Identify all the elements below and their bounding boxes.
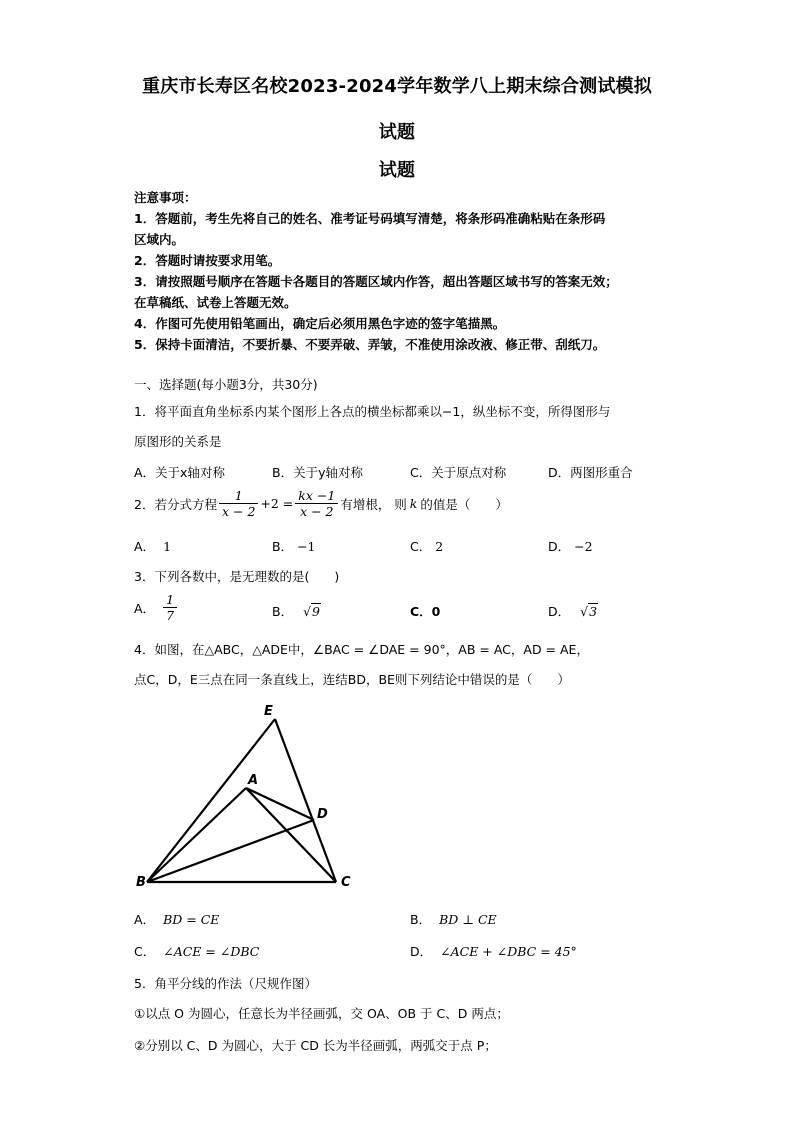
section-heading: 一、选择题(每小题3分，共30分) bbox=[134, 377, 318, 392]
q4-option-c: C． ∠ACE = ∠DBC bbox=[134, 944, 260, 959]
q2-frac2-numerator: kx −1 bbox=[298, 488, 336, 503]
label-D: D bbox=[317, 807, 328, 822]
q2-frac1-numerator: 1 bbox=[234, 488, 243, 503]
q1-stem-continued: 原图形的关系是 bbox=[134, 434, 222, 449]
q1-option-c: C．关于原点对称 bbox=[410, 465, 507, 480]
q5-stem: 5．角平分线的作法（尺规作图） bbox=[134, 976, 317, 991]
q2-suffix2: 的值是（ ） bbox=[420, 496, 508, 512]
q4-option-d: D． ∠ACE + ∠DBC = 45° bbox=[410, 944, 577, 959]
notice-item: 在草稿纸、试卷上答题无效。 bbox=[134, 295, 297, 310]
q2-frac2-denominator: x − 2 bbox=[295, 503, 338, 519]
q2-suffix: 有增根， 则 bbox=[340, 496, 407, 512]
q2-fraction-2 bbox=[295, 488, 338, 519]
q3-b-radicand: 9 bbox=[312, 604, 320, 619]
q3-d-radicand: 3 bbox=[589, 604, 598, 619]
notice-item: 4．作图可先使用铅笔画出，确定后必须用黑色字迹的签字笔描黑。 bbox=[134, 316, 506, 331]
q4-option-b: B． BD ⊥ CE bbox=[410, 912, 497, 927]
q2-option-d: D． −2 bbox=[548, 539, 593, 554]
q1-option-d: D．两图形重合 bbox=[548, 465, 633, 480]
q1-stem: 1．将平面直角坐标系内某个图形上各点的横坐标都乘以−1，纵坐标不变，所得图形与 bbox=[134, 404, 611, 419]
page-title: 重庆市长寿区名校2023-2024学年数学八上期末综合测试模拟 bbox=[142, 76, 652, 97]
q4-option-a: A． BD = CE bbox=[134, 912, 220, 927]
notice-item: 3．请按照题号顺序在答题卡各题目的答题区域内作答，超出答题区域书写的答案无效； bbox=[134, 274, 618, 289]
q4-stem: 4．如图，在△ABC，△ADE中，∠BAC = ∠DAE = 90°，AB = AC，AD = AE， bbox=[134, 642, 589, 657]
notice-item: 1．答题前，考生先将自己的姓名、准考证号码填写清楚，将条形码准确粘贴在条形码 bbox=[134, 211, 606, 226]
geometry-figure bbox=[130, 696, 360, 896]
q2-frac1-denominator: x − 2 bbox=[219, 503, 258, 519]
q5-step-2: ②分别以 C、D 为圆心，大于 CD 长为半径画弧，两弧交于点 P； bbox=[134, 1038, 497, 1053]
q2-fraction-1 bbox=[219, 488, 258, 519]
segment-EC bbox=[275, 719, 336, 882]
q2-variable: k bbox=[409, 496, 418, 511]
label-E: E bbox=[264, 704, 273, 719]
label-B: B bbox=[136, 875, 146, 890]
label-C: C bbox=[341, 875, 351, 890]
q1-option-b: B．关于y轴对称 bbox=[272, 465, 363, 480]
q5-step-1: ①以点 O 为圆心，任意长为半径画弧，交 OA、OB 于 C、D 两点； bbox=[134, 1006, 509, 1021]
q3-option-d: D． √3 bbox=[548, 604, 598, 619]
notice-item: 5．保持卡面清洁，不要折暴、不要弄破、弄皱，不准使用涂改液、修正带、刮纸刀。 bbox=[134, 337, 606, 352]
q3-option-a: A． $\frac{1}{7}$ bbox=[134, 592, 179, 623]
notice-heading: 注意事项： bbox=[134, 190, 197, 205]
segment-AD bbox=[246, 788, 314, 820]
q2-stem bbox=[134, 488, 508, 519]
segment-AB bbox=[147, 788, 246, 882]
page-title-continued: 试题 bbox=[378, 122, 416, 143]
notice-item: 区域内。 bbox=[134, 232, 185, 247]
q4-stem-continued: 点C，D，E三点在同一条直线上，连结BD，BE则下列结论中错误的是（ ） bbox=[134, 672, 570, 687]
q2-option-c: C． 2 bbox=[410, 539, 444, 554]
q3-fraction: $\frac{1}{7}$ bbox=[163, 592, 177, 623]
q2-plus: +2 = bbox=[260, 496, 294, 511]
q2-option-a: A． 1 bbox=[134, 539, 172, 554]
q3-option-b: B． √9 bbox=[272, 604, 320, 619]
q3-stem: 3．下列各数中，是无理数的是( ) bbox=[134, 569, 340, 584]
q3-option-c: C．0 bbox=[410, 604, 441, 619]
notice-item: 2．答题时请按要求用笔。 bbox=[134, 253, 281, 268]
page-subtitle: 试题 bbox=[378, 160, 416, 181]
q2-option-b: B． −1 bbox=[272, 539, 316, 554]
q2-prefix: 2．若分式方程 bbox=[134, 496, 217, 512]
q1-option-a: A．关于x轴对称 bbox=[134, 465, 225, 480]
label-A: A bbox=[248, 773, 259, 788]
segment-AC bbox=[246, 788, 336, 882]
